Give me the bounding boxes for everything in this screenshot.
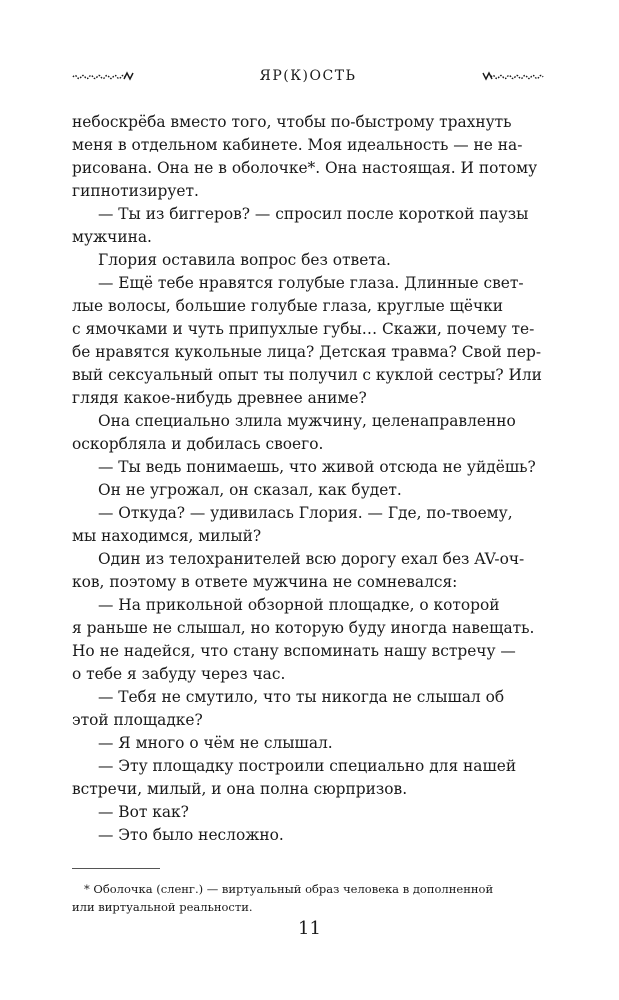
paragraph: — Эту площадку построили специально для нашей встречи, милый, и она полна сюрпризов. <box>72 757 517 798</box>
body-text <box>72 111 544 847</box>
paragraph: — На прикольной обзорной площадке, о которой я раньше не слышал, но которую буду иногда навещать. Но не надейся, что стану вспоминать нашу встречу — о тебе я забуду через час. <box>72 596 535 683</box>
paragraph: — Откуда? — удивилась Глория. — Где, по-твоему, мы находимся, милый? <box>72 504 513 545</box>
squiggle-ornament-icon <box>482 70 544 82</box>
paragraph: Она специально злила мужчину, целенаправленно оскорбляла и добилась своего. <box>72 412 516 453</box>
page-number: 11 <box>298 918 321 939</box>
paragraph: — Ещё тебе нравятся голубые глаза. Длинные свет- лые волосы, большие голубые глаза, круглые щёчки с ямочками и чуть припухлые губы… Скажи, почему те- бе нравятся кукольные лица? Детская травма? Свой пер- вый сексуальный опыт ты получил с куклой сестры? Или глядя какое-нибудь древнее аниме? <box>72 274 542 407</box>
footnote-rule <box>72 868 160 869</box>
paragraph: — Ты из биггеров? — спросил после короткой паузы мужчина. <box>72 205 529 246</box>
paragraph: — Ты ведь понимаешь, что живой отсюда не уйдёшь? <box>98 458 536 476</box>
paragraph: — Это было несложно. <box>98 826 284 844</box>
paragraph: Глория оставила вопрос без ответа. <box>98 251 391 269</box>
paragraph: Один из телохранителей всю дорогу ехал без AV-оч- ков, поэтому в ответе мужчина не сомневался: <box>72 550 525 591</box>
footnote: * Оболочка (сленг.) — виртуальный образ человека в дополненной или виртуальной реальности. <box>72 882 494 914</box>
paragraph: — Тебя не смутило, что ты никогда не слышал об этой площадке? <box>72 688 505 729</box>
paragraph: небоскрёба вместо того, чтобы по-быстрому трахнуть меня в отдельном кабинете. Моя идеальность — не на- рисована. Она не в оболочке*. Она настоящая. И потому гипнотизирует. <box>72 113 538 200</box>
paragraph: Он не угрожал, он сказал, как будет. <box>98 481 402 499</box>
paragraph: — Я много о чём не слышал. <box>98 734 333 752</box>
paragraph: — Вот как? <box>98 803 189 821</box>
running-title: ЯР(К)ОСТЬ <box>259 68 357 84</box>
running-header <box>72 66 544 86</box>
